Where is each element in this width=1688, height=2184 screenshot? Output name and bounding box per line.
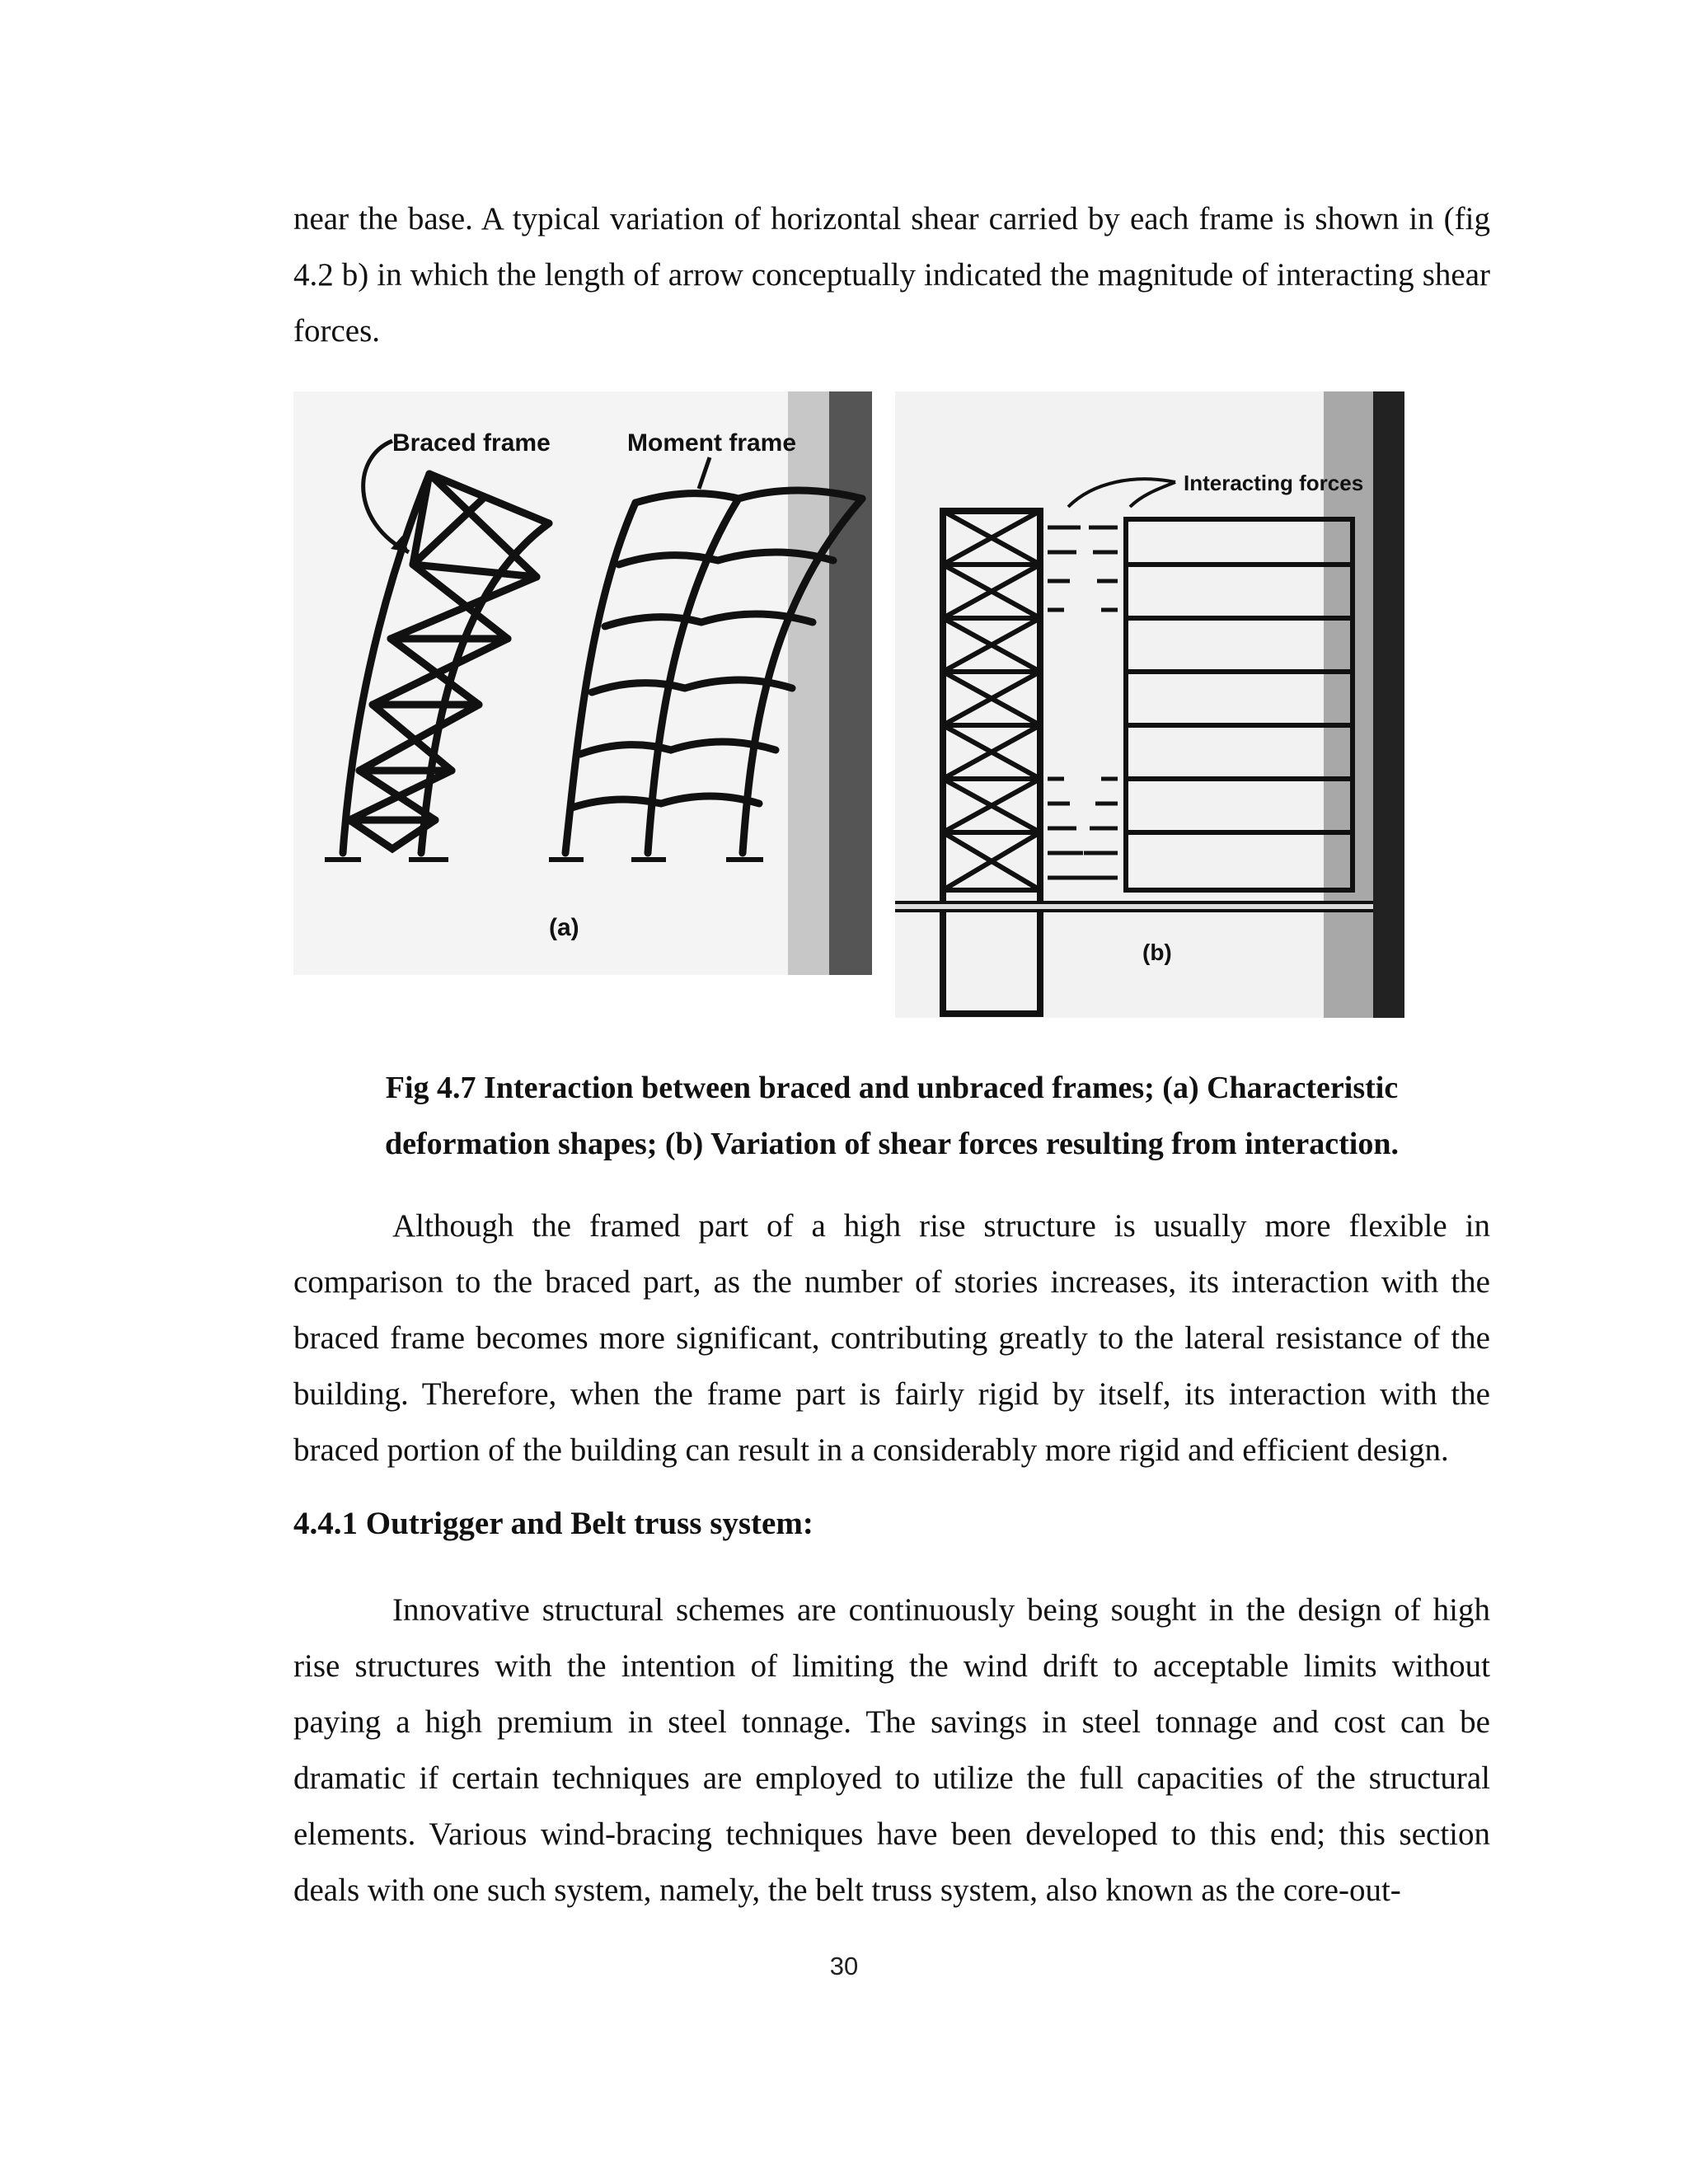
- figure-b: [895, 391, 1404, 1018]
- label-a: (a): [549, 914, 579, 941]
- caption-line-1: Fig 4.7 Interaction between braced and unbraced frames; (a) Characteristic: [385, 1071, 1399, 1105]
- paragraph-intro: near the base. A typical variation of horizontal shear carried by each frame is shown in (fig 4.2 b) in which the length of arrow conceptually indicated the magnitude of interacting shear forces.: [293, 201, 1490, 349]
- braced-frame-label: Braced frame: [392, 429, 551, 457]
- page-number: 30: [829, 1952, 859, 1980]
- figure-caption: [293, 1060, 1490, 1172]
- label-b: (b): [1142, 940, 1172, 965]
- interacting-forces-label: Interacting forces: [1184, 471, 1364, 495]
- moment-frame-label: Moment frame: [627, 429, 797, 457]
- paragraph-outrigger: Innovative structural schemes are continuously being sought in the design of high rise structures with the intention of limiting the wind drift to acceptable limits without paying a high premium in steel tonnage. The savings in steel tonnage and cost can be dramatic if certain techniques are employed to utilize the full capacities of the structural elements. Various wind-bracing techniques have been developed to this end; this section deals with one such system, namely, the belt truss system, also known as the core-out-: [293, 1592, 1490, 1908]
- figure-b-drawing: [895, 391, 1404, 1018]
- figure-a: [293, 391, 872, 975]
- paragraph-interaction: Although the framed part of a high rise structure is usually more flexible in comparison to the braced part, as the number of stories increases, its interaction with the braced frame becomes more significant, contributing greatly to the lateral resistance of the building. Therefore, when the frame part is fairly rigid by itself, its interaction with the braced portion of the building can result in a considerably more rigid and efficient design.: [293, 1208, 1490, 1468]
- section-heading: 4.4.1 Outrigger and Belt truss system:: [293, 1506, 814, 1541]
- figure-a-drawing: [293, 391, 872, 975]
- caption-line-2: deformation shapes; (b) Variation of shear forces resulting from interaction.: [385, 1127, 1399, 1161]
